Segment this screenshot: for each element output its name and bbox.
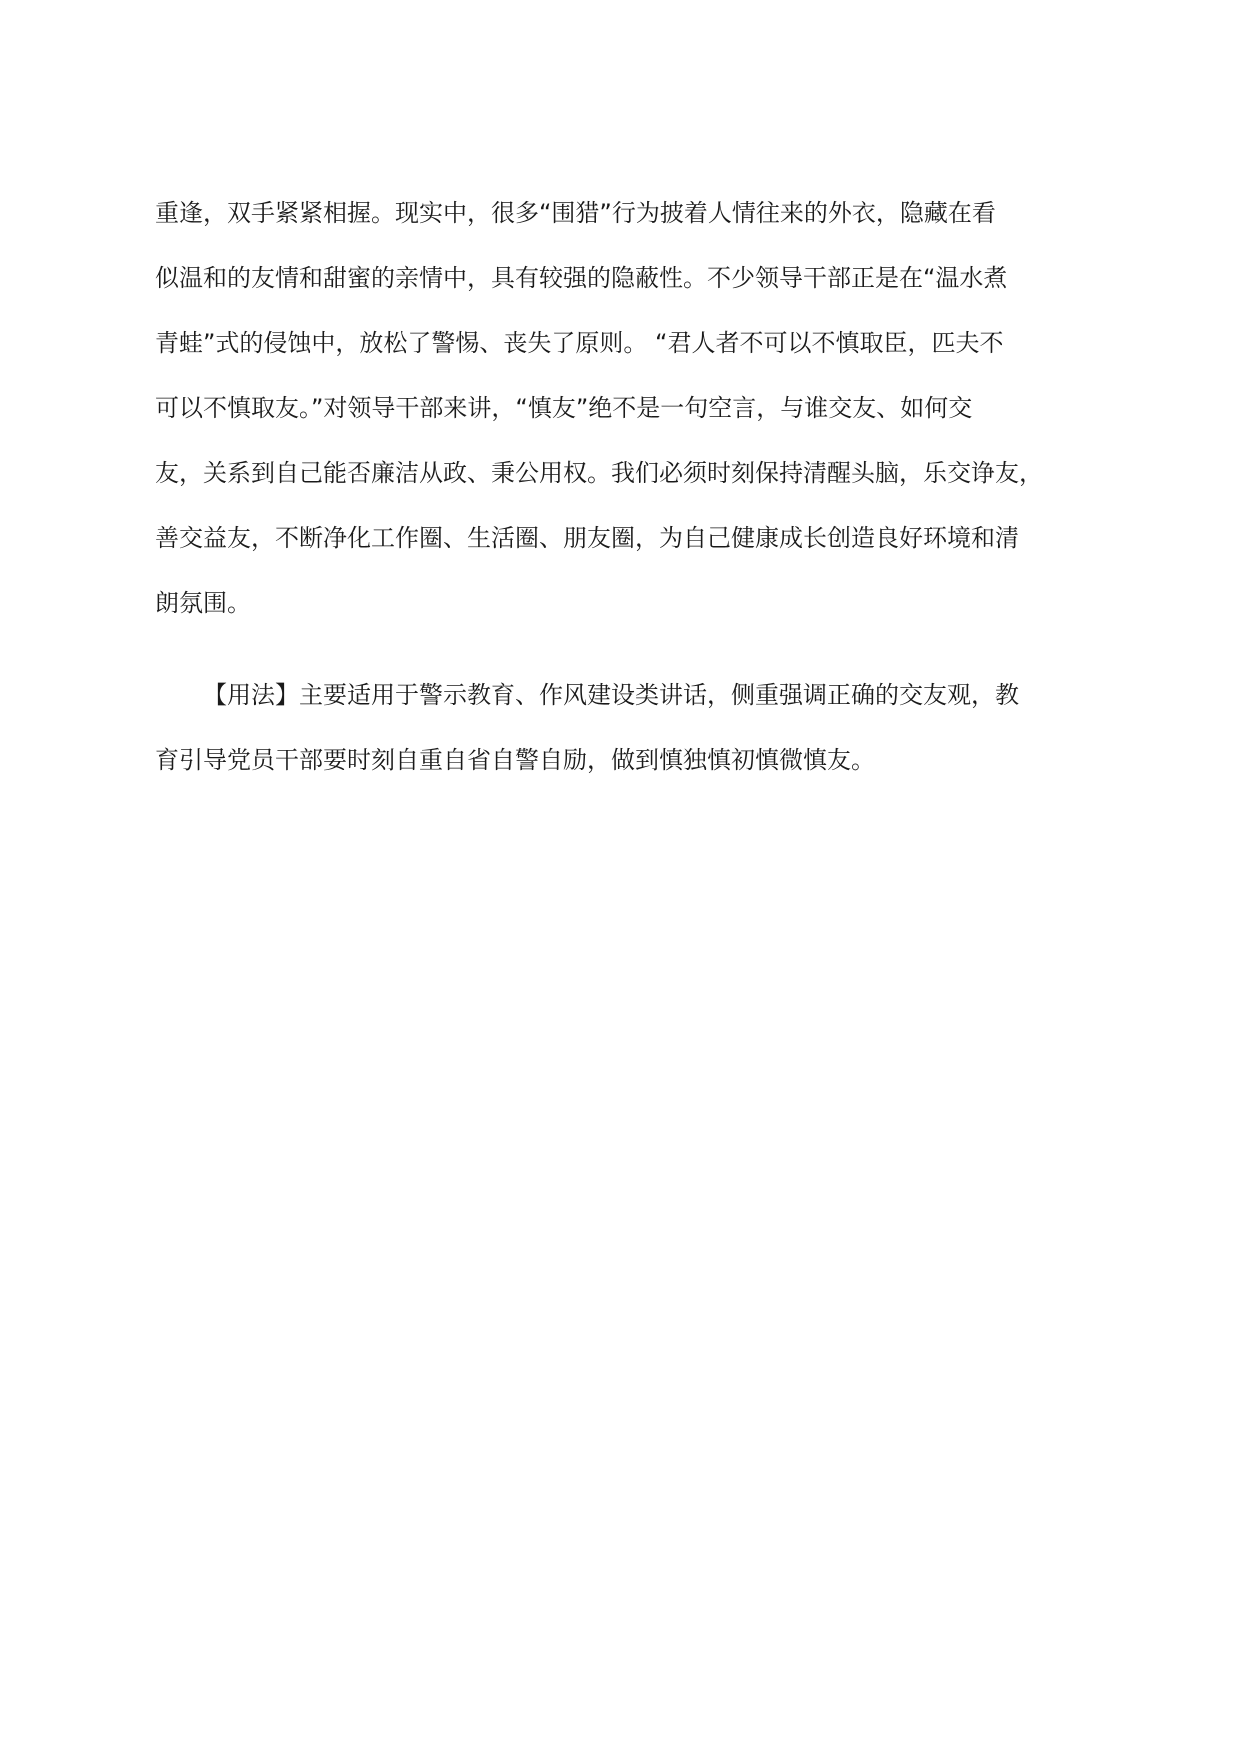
paragraph-line: 【用法】主要适用于警示教育、作风建设类讲话，侧重强调正确的交友观，教 [203, 681, 1019, 709]
usage-paragraph [155, 663, 1067, 793]
paragraph-line: 育引导党员干部要时刻自重自省自警自励，做到慎独慎初慎微慎友。 [155, 746, 875, 774]
paragraph-line: 可以不慎取友。”对领导干部来讲，“慎友”绝不是一句空言，与谁交友、如何交 [155, 394, 973, 422]
paragraph-line: 朗氛围。 [155, 589, 251, 617]
paragraph-line: 善交益友，不断净化工作圈、生活圈、朋友圈，为自己健康成长创造良好环境和清 [155, 524, 1019, 552]
body-paragraph-1 [155, 181, 1067, 636]
paragraph-line: 青蛙”式的侵蚀中，放松了警惕、丧失了原则。 “君人者不可以不慎取臣，匹夫不 [155, 329, 1004, 357]
paragraph-line: 重逢，双手紧紧相握。现实中，很多“围猎”行为披着人情往来的外衣，隐藏在看 [155, 199, 996, 227]
paragraph-line: 友，关系到自己能否廉洁从政、秉公用权。我们必须时刻保持清醒头脑，乐交诤友， [155, 459, 1043, 487]
paragraph-line: 似温和的友情和甜蜜的亲情中，具有较强的隐蔽性。不少领导干部正是在“温水煮 [155, 264, 1008, 292]
